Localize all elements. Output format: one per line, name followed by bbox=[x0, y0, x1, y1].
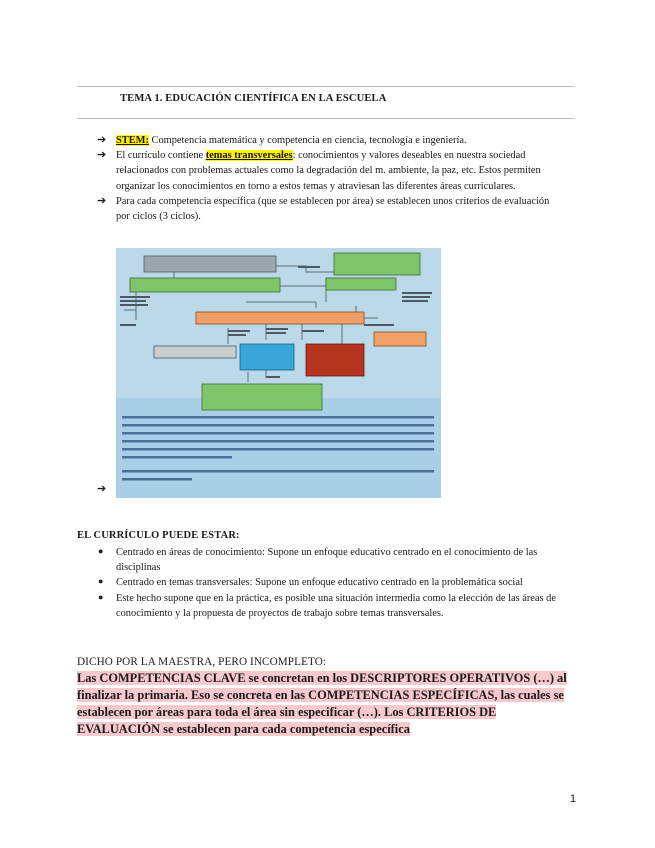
top-rule bbox=[77, 86, 575, 87]
page-title: TEMA 1. EDUCACIÓN CIENTÍFICA EN LA ESCUELA bbox=[120, 93, 387, 104]
list-item-text: Para cada competencia específica (que se establecen por área) se establecen unos criterios de evaluación por ciclos (3 ciclos). bbox=[116, 195, 550, 223]
teacher-heading: DICHO POR LA MAESTRA, PERO INCOMPLETO: bbox=[77, 656, 327, 668]
arrow-marker-icon: ➔ bbox=[97, 149, 107, 162]
diagram-box-area bbox=[154, 346, 236, 358]
arrow-marker-icon: ➔ bbox=[97, 134, 107, 146]
diagram-box-key-competences bbox=[144, 256, 276, 272]
list-item bbox=[97, 148, 556, 194]
list-item bbox=[97, 591, 563, 621]
curriculum-diagram-photo bbox=[116, 248, 441, 498]
diagram-box-learning-situations bbox=[374, 332, 426, 346]
title-rule bbox=[77, 118, 575, 119]
list-item bbox=[97, 575, 563, 590]
diagram-box-basic-knowledge bbox=[306, 344, 364, 376]
diagram-box-operative-descriptors bbox=[130, 278, 280, 292]
list-item bbox=[97, 194, 556, 224]
list-item bbox=[97, 133, 556, 148]
curriculum-heading: EL CURRÍCULO PUEDE ESTAR: bbox=[77, 530, 240, 541]
list-item-text: El currículo contiene bbox=[116, 150, 206, 162]
list-item-text: : conocimientos y valores deseables en nuestra sociedad relacionados con problemas actuales como la degradación del m. ambiente, la paz, etc. Estos permiten organizar los conocimientos en torno a estos temas y atraviesan las diferentes áreas curriculares. bbox=[116, 150, 541, 192]
transversal-keyword: temas transversales bbox=[205, 150, 293, 162]
teacher-note bbox=[77, 670, 582, 738]
list-item-text: Competencia matemática y competencia en ciencia, tecnología e ingeniería. bbox=[148, 135, 467, 146]
diagram-paragraph-lines bbox=[122, 416, 434, 481]
bullet-icon: ● bbox=[98, 546, 104, 556]
diagram-svg bbox=[116, 248, 441, 498]
diagram-box-stage-objectives bbox=[326, 278, 396, 290]
arrow-marker-icon: ➔ bbox=[97, 483, 107, 495]
list-item-text: Centrado en temas transversales: Supone un enfoque educativo centrado en la problemática social bbox=[116, 577, 523, 589]
bullet-icon: ● bbox=[98, 591, 104, 602]
list-item-text: Este hecho supone que en la práctica, es posible una situación intermedia como la elección de las áreas de conocimiento y la propuesta de proyectos de trabajo sobre temas transversales. bbox=[116, 592, 556, 619]
diagram-box-specific-competences bbox=[196, 312, 364, 324]
teacher-note-text: Las COMPETENCIAS CLAVE se concretan en los DESCRIPTORES OPERATIVOS (…) al finalizar la primaria. Eso se concreta en las COMPETENCIAS ESPECÍFICAS, las cuales se establecen por áreas para toda el área sin especificar (…). Los CRITERIOS DE EVALUACIÓN se establecen para cada competencia específica bbox=[77, 671, 567, 736]
stem-keyword: STEM: bbox=[116, 135, 149, 146]
page-number: 1 bbox=[570, 793, 577, 805]
list-item bbox=[97, 545, 563, 575]
bullet-icon: ● bbox=[98, 576, 104, 587]
curriculum-list bbox=[97, 545, 563, 621]
intro-list bbox=[97, 133, 556, 224]
diagram-box-learning-outcomes bbox=[202, 384, 322, 410]
arrow-marker-icon: ➔ bbox=[97, 194, 107, 207]
list-item-text: Centrado en áreas de conocimiento: Supone un enfoque educativo centrado en el conocimiento de las disciplinas bbox=[116, 547, 538, 574]
diagram-box-criteria bbox=[240, 344, 294, 370]
diagram-box-aims bbox=[334, 253, 420, 275]
